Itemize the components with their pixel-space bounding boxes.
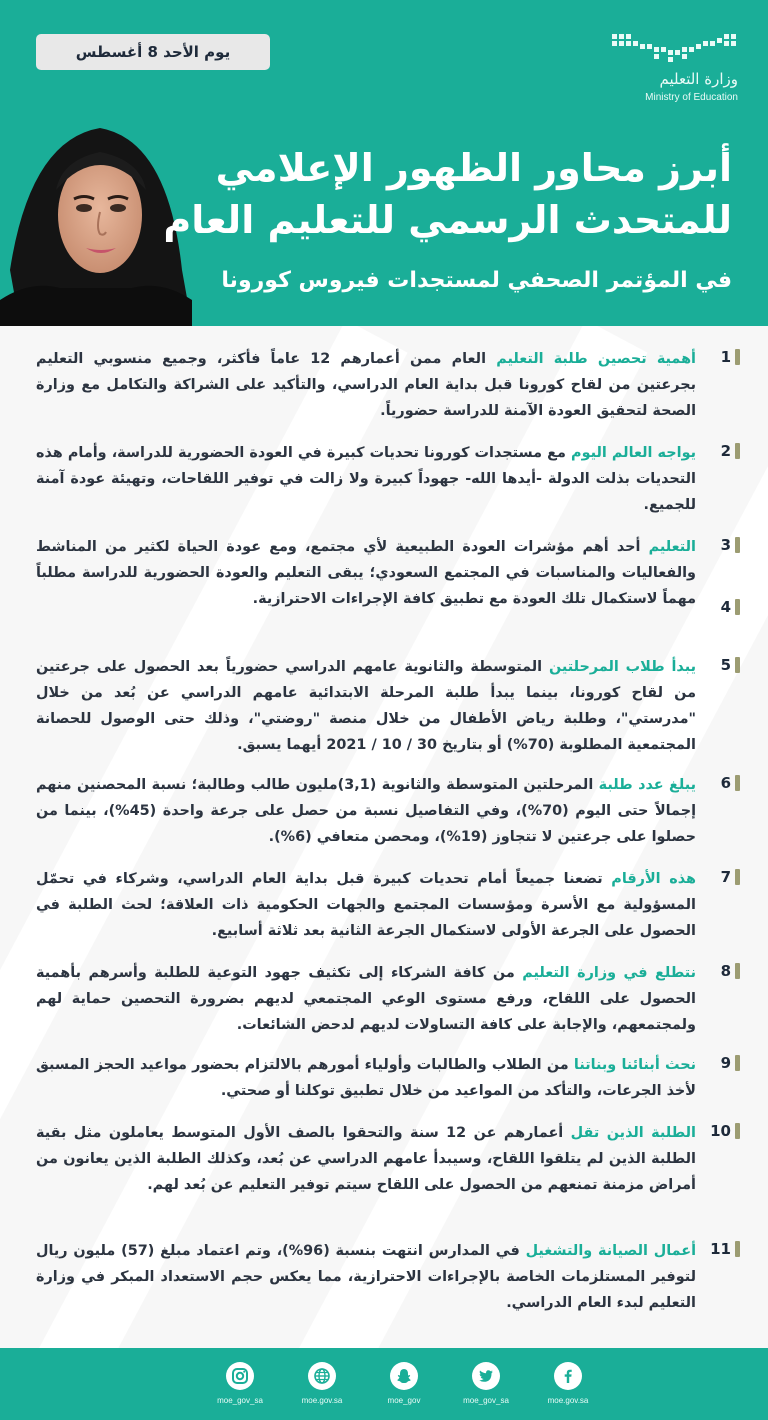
item-highlight: التعليم	[648, 539, 696, 555]
item-highlight: نحث أبنائنا وبناتنا	[573, 1057, 696, 1073]
item-body: تضعنا جميعاً أمام تحديات كبيرة قبل بداية العام الدراسي، وشركاء في تحمّل المسؤولية مع الأسرة ومؤسسات المجتمع والجهات الحكومية ذات العلاقة؛ لحث الطلبة في الحصول على الجرعة الأولى لاستكمال الجرعة الثانية بعد ثلاثة أسابيع.	[36, 871, 696, 939]
bullet-bar	[735, 443, 740, 459]
social-instagram[interactable]	[210, 1362, 270, 1405]
social-snapchat[interactable]	[374, 1362, 434, 1405]
bullet-bar	[735, 657, 740, 673]
twitter-icon	[477, 1367, 495, 1385]
item-body: من الطلاب والطالبات وأولياء أمورهم بالالتزام بحضور مواعيد الحجز المسبق لأخذ الجرعات، والتأكد من المواعيد من خلال تطبيق توكلنا أو صحتي.	[36, 1057, 696, 1099]
item-number: 10	[710, 1122, 731, 1140]
footer-social-bar	[0, 1348, 768, 1420]
facebook-icon	[559, 1367, 577, 1385]
item-highlight: يواجه العالم اليوم	[571, 445, 696, 461]
instagram-icon	[231, 1367, 249, 1385]
item-text	[36, 1120, 696, 1198]
item-text	[36, 866, 696, 944]
item-body: المتوسطة والثانوية عامهم الدراسي حضورياً بعد الحصول على جرعتين من لقاح كورونا، بينما يبدأ طلبة المرحلة الابتدائية عامهم الدراسي عن بُعد من خلال "مدرستي"، وطلبة رياض الأطفال من خلال منصة "روضتي"، وذلك حتى الوصول للحصانة المجتمعية المطلوبة (70%) أو بتاريخ 30 / 10 / 2021 أيهما يسبق.	[36, 659, 696, 753]
social-facebook[interactable]	[538, 1362, 598, 1405]
bullet-bar	[735, 963, 740, 979]
item-text	[36, 534, 696, 612]
item-number: 7	[720, 868, 731, 886]
date-badge: يوم الأحد 8 أغسطس	[36, 34, 270, 70]
snapchat-icon	[395, 1367, 413, 1385]
item-body: من كافة الشركاء إلى تكثيف جهود التوعية للطلبة وأسرهم بأهمية الحصول على اللقاح، ورفع مستوى الوعي المجتمعي لديهم بضرورة التحصين حماية لهم ولمجتمعهم، والإجابة على كافة التساولات لديهم لدحض الشائعات.	[36, 965, 696, 1033]
item-number: 2	[720, 442, 731, 460]
item-number: 5	[720, 656, 731, 674]
bullet-bar	[735, 869, 740, 885]
item-body: مع مستجدات كورونا تحديات كبيرة في العودة الحضورية للدراسة، وأمام هذه التحديات بذلت الدولة -أيدها الله- جهوداً كبيرة ولا زالت في توفير اللقاحات، وتهيئة عودة آمنة للجميع.	[36, 445, 696, 513]
bullet-bar	[735, 537, 740, 553]
globe-icon	[313, 1367, 331, 1385]
item-highlight: هذه الأرقام	[611, 871, 696, 887]
item-highlight: أعمال الصيانة والتشغيل	[525, 1243, 697, 1259]
item-text	[36, 960, 696, 1038]
item-body: المرحلتين المتوسطة والثانوية (3,1)مليون طالب وطالبة؛ نسبة المحصنين منهم إجمالاً حتى اليوم (70%)، وفي التفاصيل نسبة من حصل على جرعة واحدة (45%)، بينما من حصلوا على جرعتين لا تتجاوز (19%)، ومحصن متعافي (6%).	[36, 777, 697, 845]
item-highlight: يبلغ عدد طلبة	[598, 777, 697, 793]
logo-dots-icon	[612, 30, 738, 64]
item-highlight: يبدأ طلاب المرحلتين	[548, 659, 696, 675]
social-handle: moe_gov_sa	[217, 1396, 263, 1405]
item-number: 8	[720, 962, 731, 980]
item-number: 11	[710, 1240, 731, 1258]
item-number: 6	[720, 774, 731, 792]
main-title-line2: للمتحدث الرسمي للتعليم العام	[163, 198, 732, 242]
content-area	[0, 326, 768, 1348]
item-body: أعمارهم عن 12 سنة والتحقوا بالصف الأول المتوسط يعاملون مثل بقية الطلبة الذين لم يتلقوا اللقاح، وسيبدأ عامهم الدراسي عن بُعد، وكذلك الطلبة الذين يعانون من أمراض مزمنة تمنعهم من الحصول على اللقاح سيتم توفير التعليم عن بُعد لهم.	[36, 1125, 696, 1193]
logo-arabic-text: وزارة التعليم	[659, 70, 738, 88]
item-number: 9	[720, 1054, 731, 1072]
item-body: في المدارس انتهت بنسبة (96%)، وتم اعتماد مبلغ (57) مليون ريال لتوفير المستلزمات الخاصة بالإجراءات الاحترازية، مما يعكس حجم الاستعداد المبكر في وزارة التعليم لبدء العام الدراسي.	[36, 1243, 696, 1311]
social-handle: moe_gov_sa	[463, 1396, 509, 1405]
item-number: 4	[720, 598, 731, 616]
item-text	[36, 1052, 696, 1104]
header-banner	[0, 0, 768, 326]
item-number: 1	[720, 348, 731, 366]
subtitle: في المؤتمر الصحفي لمستجدات فيروس كورونا	[221, 268, 732, 293]
bullet-bar	[735, 1241, 740, 1257]
item-text	[36, 772, 696, 850]
bullet-bar	[735, 349, 740, 365]
social-handle: moe.gov.sa	[547, 1396, 589, 1405]
social-handle: moe_gov	[387, 1396, 421, 1405]
logo-english-text: Ministry of Education	[645, 92, 738, 103]
item-highlight: الطلبة الذين تقل	[570, 1125, 696, 1141]
item-highlight: نتطلع في وزارة التعليم	[522, 965, 696, 981]
item-body: أحد أهم مؤشرات العودة الطبيعية لأي مجتمع، ومع عودة الحياة لكثير من المناشط والفعاليات والمناسبات في المجتمع السعودي؛ يبقى التعليم والعودة الحضورية للدراسة مطلباً مهماً لاستكمال تلك العودة مع تطبيق كافة الإجراءات الاحترازية.	[36, 539, 696, 607]
item-text	[36, 1238, 696, 1316]
social-website[interactable]	[292, 1362, 352, 1405]
social-twitter[interactable]	[456, 1362, 516, 1405]
social-handle: moe.gov.sa	[301, 1396, 343, 1405]
main-title-line1: أبرز محاور الظهور الإعلامي	[215, 146, 732, 190]
bullet-bar	[735, 1123, 740, 1139]
item-number: 3	[720, 536, 731, 554]
bullet-bar	[735, 775, 740, 791]
bullet-bar	[735, 1055, 740, 1071]
item-body: العام ممن أعمارهم 12 عاماً فأكثر، وجميع منسوبي التعليم بجرعتين من لقاح كورونا قبل بداية العام الدراسي، والتأكيد على الشراكة والتكامل مع وزارة الصحة لتحقيق العودة الآمنة للدراسة حضورياً.	[36, 351, 696, 419]
item-text	[36, 440, 696, 518]
bullet-bar	[735, 599, 740, 615]
ministry-logo	[608, 30, 738, 110]
item-text	[36, 346, 696, 424]
item-text	[36, 654, 696, 758]
item-highlight: أهمية تحصين طلبة التعليم	[496, 351, 696, 367]
